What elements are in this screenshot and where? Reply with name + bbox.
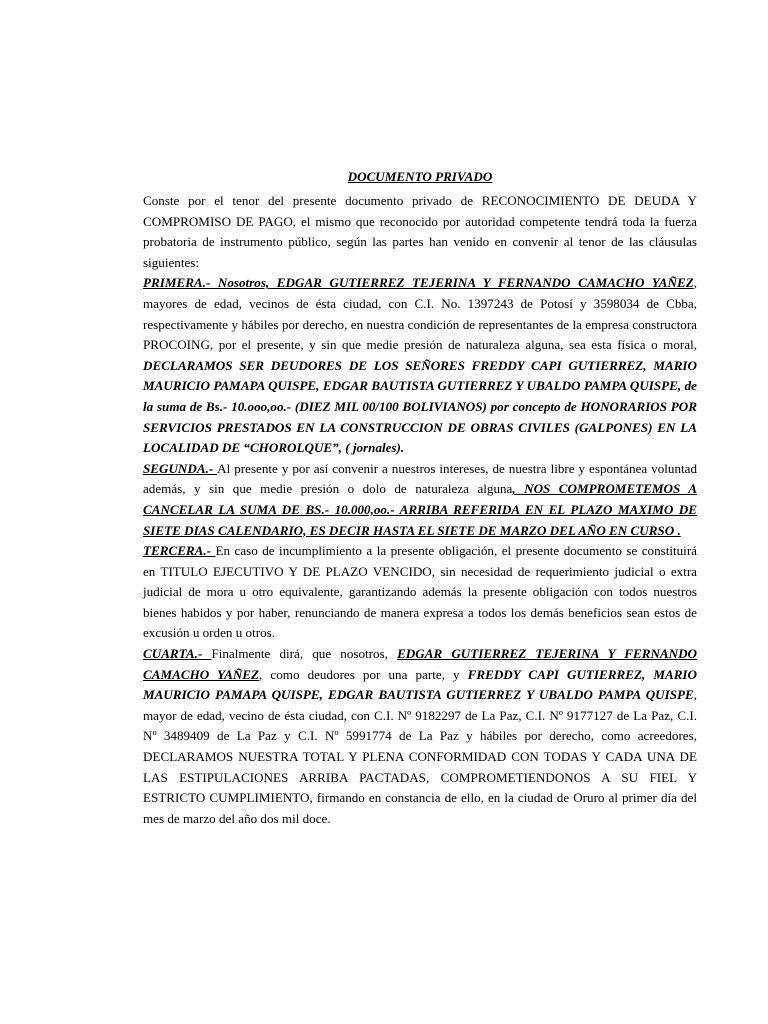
clause-cuarta-text-2: , como deudores por una parte, y [259, 666, 468, 682]
clause-segunda-heading: SEGUNDA.- [143, 460, 218, 476]
clause-segunda-text: Al presente y por así convenir a nuestros intereses, de nuestra libre y espontánea voluntad además, y sin que medie presión o dolo de naturaleza alguna [143, 460, 697, 497]
clause-cuarta-text-3: , mayor de edad, vecino de ésta ciudad, con C.I. Nº 9182297 de La Paz, C.I. Nº 9177127 de La Paz, C.I. Nº 3489409 de La Paz y C.I. Nº 5991774 de La Paz y hábiles por derecho, como acreedores, DECLARAMOS NUESTRA TOTAL Y PLENA CONFORMIDAD CON TODAS Y CADA UNA DE LAS ESTIPULACIONES ARRIBA PACTADAS, COMPROMETIENDONOS A SU FIEL Y ESTRICTO CUMPLIMIENTO, firmando en constancia de ello, en la ciudad de Oruro al primer día del mes de marzo del año dos mil doce. [143, 687, 697, 826]
clause-primera-heading: PRIMERA.- Nosotros, EDGAR GUTIERREZ TEJERINA Y FERNANDO CAMACHO YAÑEZ [143, 275, 694, 291]
clause-tercera [143, 541, 697, 644]
clause-segunda-commitment: , NOS COMPROMETEMOS A CANCELAR LA SUMA DE BS.- 10.000,oo.- ARRIBA REFERIDA EN EL PLAZO MAXIMO DE SIETE DIAS CALENDARIO, ES DECIR HASTA EL SIETE DE MARZO DEL AÑO EN CURSO . [143, 481, 698, 538]
clause-primera-declaration: DECLARAMOS SER DEUDORES DE LOS SEÑORES FREDDY CAPI GUTIERREZ, MARIO MAURICIO PAMAPA QUISPE, EDGAR BAUTISTA GUTIERREZ Y UBALDO PAMPA QUISPE, de la suma de Bs.- 10.ooo,oo.- (DIEZ MIL 00/100 BOLIVIANOS) por concepto de HONORARIOS POR SERVICIOS PRESTADOS EN LA CONSTRUCCION DE OBRAS CIVILES (GALPONES) EN LA LOCALIDAD DE “CHOROLQUE”, ( jornales). [143, 357, 697, 456]
clause-cuarta-creditors: FREDDY CAPI GUTIERREZ, MARIO MAURICIO PAMAPA QUISPE, EDGAR BAUTISTA GUTIERREZ Y UBALDO PAMPA QUISPE [143, 666, 697, 703]
document-body [143, 167, 697, 829]
clause-primera [143, 273, 697, 458]
clause-cuarta-debtors: EDGAR GUTIERREZ TEJERINA Y FERNANDO CAMACHO YAÑEZ [143, 646, 697, 682]
clause-cuarta-text-1: Finalmente dirá, que nosotros, [211, 646, 398, 662]
intro-paragraph: Conste por el tenor del presente documento privado de RECONOCIMIENTO DE DEUDA Y COMPROMISO DE PAGO, el mismo que reconocido por autoridad competente tendrá toda la fuerza probatoria de instrumento público, según las partes han venido en convenir al tenor de las cláusulas siguientes: [143, 193, 697, 270]
document-title: DOCUMENTO PRIVADO [347, 169, 493, 184]
clause-cuarta-heading: CUARTA.- [143, 646, 212, 662]
clause-primera-text: , mayores de edad, vecinos de ésta ciudad, con C.I. No. 1397243 de Potosí y 3598034 de Cbba, respectivamente y hábiles por derecho, en nuestra condición de representantes de la empresa constructora PROCOING, por el presente, y sin que medie presión de naturaleza alguna, sea esta física o moral, [143, 275, 697, 353]
clause-segunda [143, 459, 697, 541]
clause-tercera-text: En caso de incumplimiento a la presente obligación, el presente documento se constituirá en TITULO EJECUTIVO Y DE PLAZO VENCIDO, sin necesidad de requerimiento judicial o extra judicial de mora u otro equivalente, garantizando además la presente obligación con todos nuestros bienes habidos y por haber, renunciando de manera expresa a todos los demás beneficios sean estos de excusión u orden u otros. [143, 543, 697, 641]
clause-cuarta [143, 644, 697, 829]
clause-tercera-heading: TERCERA.- [143, 543, 216, 559]
